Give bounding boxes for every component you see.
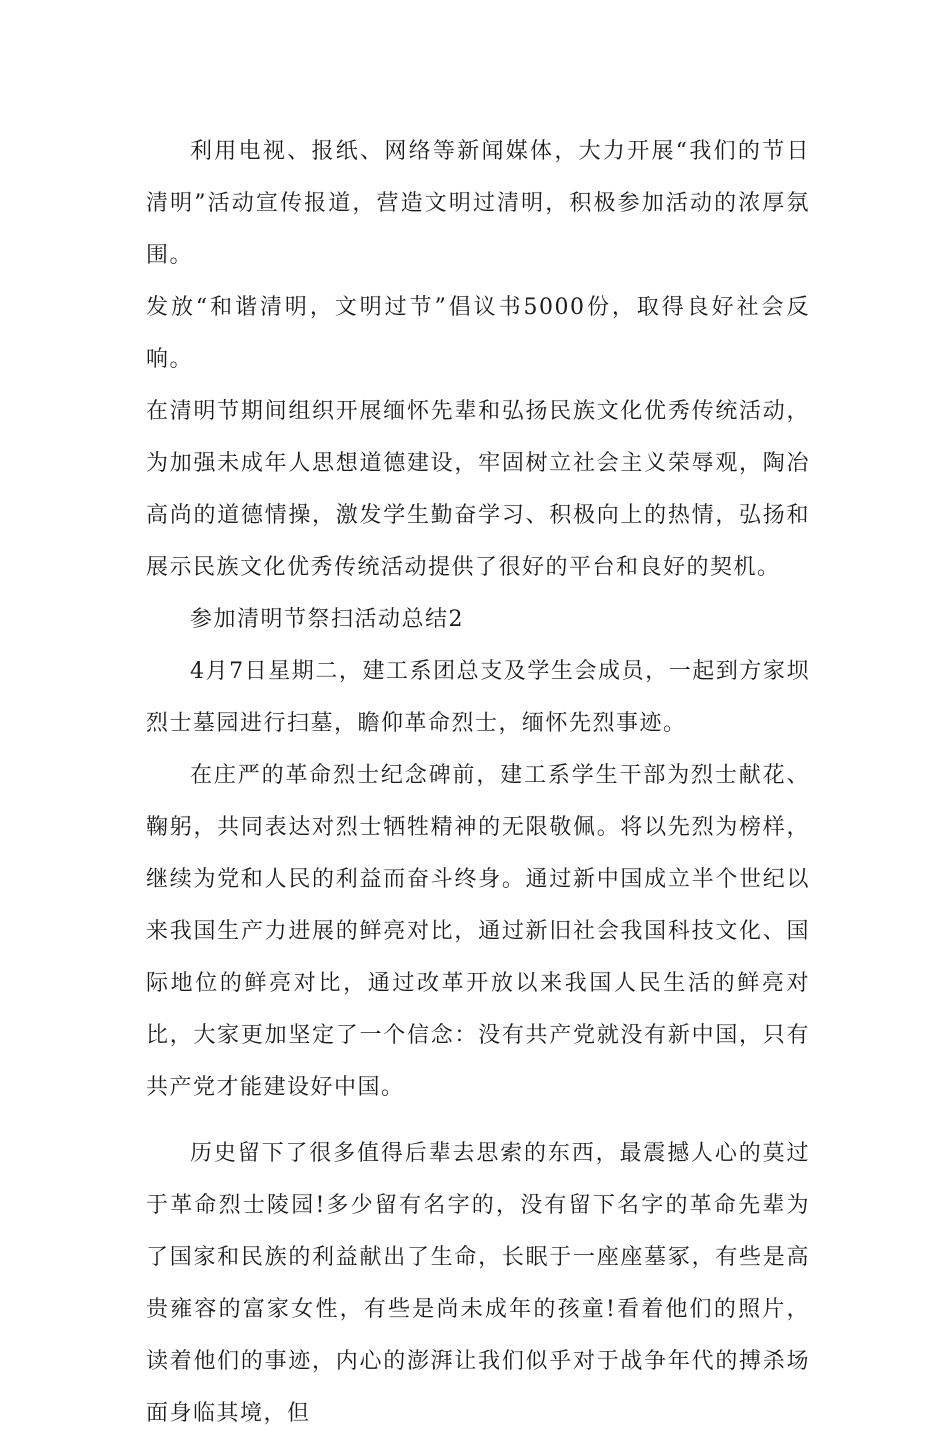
paragraph-activity-significance: 在清明节期间组织开展缅怀先辈和弘扬民族文化优秀传统活动，为加强未成年人思想道德建设，牢固树立社会主义荣辱观，陶冶高尚的道德情操，激发学生勤奋学习、积极向上的热情，弘扬和展示民族文化优秀传统活动提供了很好的平台和良好的契机。: [146, 399, 810, 580]
paragraph-monument-ceremony: 在庄严的革命烈士纪念碑前，建工系学生干部为烈士献花、鞠躬，共同表达对烈士牺牲精神的无限敬佩。将以先烈为榜样，继续为党和人民的利益而奋斗终身。通过新中国成立半个世纪以来我国生产力进展的鲜亮对比，通过新旧社会我国科技文化、国际地位的鲜亮对比，通过改革开放以来我国人民生活的鲜亮对比，大家更加坚定了一个信念：没有共产党就没有新中国，只有共产党才能建设好中国。: [146, 763, 810, 1100]
section-heading-summary-2: 参加清明节祭扫活动总结2: [190, 607, 464, 632]
document-body: [146, 126, 810, 1440]
paragraph-gap: [146, 1114, 810, 1128]
paragraph-tomb-sweeping-visit: 4月7日星期二，建工系团总支及学生会成员，一起到方家坝烈士墓园进行扫墓，瞻仰革命烈士，缅怀先烈事迹。: [146, 659, 810, 736]
paragraph-proposal-distribution: 发放“和谐清明，文明过节”倡议书5000份，取得良好社会反响。: [146, 295, 810, 372]
paragraph-media-publicity: 利用电视、报纸、网络等新闻媒体，大力开展“我们的节日清明”活动宣传报道，营造文明过清明，积极参加活动的浓厚氛围。: [146, 139, 810, 268]
paragraph-history-reflection: 历史留下了很多值得后辈去思索的东西，最震撼人心的莫过于革命烈士陵园!多少留有名字的，没有留下名字的革命先辈为了国家和民族的利益献出了生命，长眠于一座座墓冢，有些是高贵雍容的富家女性，有些是尚未成年的孩童!看着他们的照片，读着他们的事迹，内心的澎湃让我们似乎对于战争年代的搏杀场面身临其境，但: [146, 1141, 810, 1426]
